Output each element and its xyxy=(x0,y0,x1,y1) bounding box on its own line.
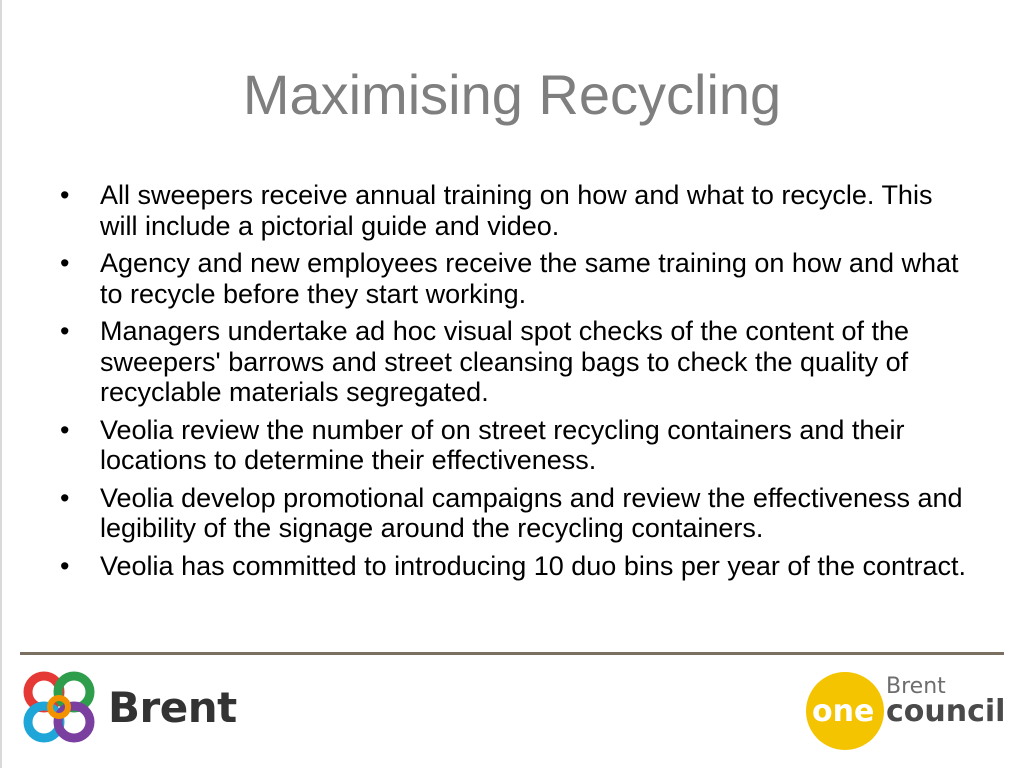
bullet-marker: • xyxy=(60,414,70,445)
bullet-item xyxy=(56,415,976,476)
bullet-text: Agency and new employees receive the same training on how and what to recycle before they start working. xyxy=(100,248,959,309)
bullet-text: Veolia develop promotional campaigns and review the effectiveness and legibility of the signage around the recycling containers. xyxy=(100,482,963,543)
bullet-item xyxy=(56,180,976,241)
bullet-marker: • xyxy=(60,180,70,210)
bullet-item xyxy=(56,248,976,309)
footer-divider xyxy=(20,652,1004,655)
bullet-text: Veolia has committed to introducing 10 duo bins per year of the contract. xyxy=(100,550,967,581)
bullet-marker: • xyxy=(60,550,70,581)
brent-wordmark: Brent xyxy=(108,683,237,732)
one-council-council-text: council xyxy=(886,694,1006,729)
one-council-brent-text: Brent xyxy=(886,674,946,699)
bullet-text: All sweepers receive annual training on how and what to recycle. This will include a pictorial guide and video. xyxy=(100,180,933,241)
slide-title: Maximising Recycling xyxy=(242,63,782,126)
bullet-item xyxy=(56,483,976,544)
bullet-item xyxy=(56,551,976,582)
bullet-item xyxy=(56,316,976,408)
bullet-list xyxy=(56,180,976,588)
bullet-text: Managers undertake ad hoc visual spot checks of the content of the sweepers' barrows and street cleansing bags to check the quality of recyclable materials segregated. xyxy=(100,316,909,407)
bullet-marker: • xyxy=(60,316,70,346)
one-council-one-text: one xyxy=(812,694,875,729)
bullet-text: Veolia review the number of on street recycling containers and their locations to determine their effectiveness. xyxy=(100,414,905,475)
bullet-marker: • xyxy=(60,248,70,278)
bullet-marker: • xyxy=(60,482,70,513)
